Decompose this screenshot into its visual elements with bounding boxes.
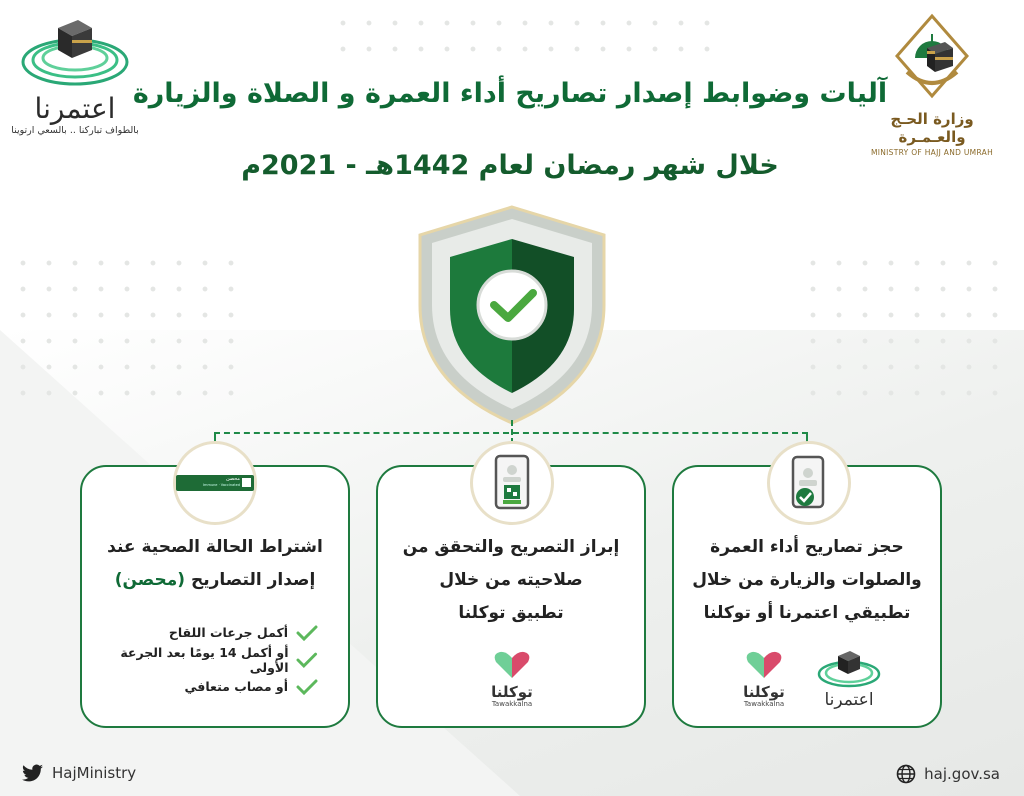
dot-pattern-left [10,250,240,400]
qr-code-icon [242,478,251,487]
tawakkalna-name-ar: توكلنا [491,683,533,701]
checklist-item [82,619,318,646]
shield-icon [412,205,612,425]
checklist-text: أو مصاب متعافي [184,679,288,694]
card-booking-line: والصلوات والزيارة من خلال [692,570,922,590]
check-icon [296,625,318,641]
eatmarna-name: اعتمرنا [34,92,116,125]
tawakkalna-name-ar: توكلنا [743,683,785,701]
health-checklist [82,619,318,700]
ministry-name-ar: وزارة الحـج والعـمـرة [890,110,974,146]
card-health-text [96,531,334,597]
twitter-link[interactable] [22,764,136,782]
eatmarna-kaaba-icon [20,10,130,90]
twitter-handle: HajMinistry [52,764,137,782]
status-card-sub: Immune · Vaccinated [203,483,240,487]
phone-check-icon [767,441,851,525]
tawakkalna-heart-icon [492,650,532,680]
dot-pattern-right [800,250,1010,400]
website-url: haj.gov.sa [924,765,1000,783]
tawakkalna-heart-icon [744,650,784,680]
status-card-label: محصن [225,476,240,482]
eatmarna-small-logo [816,646,882,710]
page-title: آليات وضوابط إصدار تصاريح أداء العمرة و الصلاة والزيارة [132,78,888,109]
checklist-text: أكمل جرعات اللقاح [168,625,288,640]
check-icon [296,652,318,668]
eatmarna-small-icon [816,646,882,688]
page-subtitle: خلال شهر رمضان لعام 1442هـ - 2021م [241,150,779,181]
eatmarna-logo [10,10,140,136]
card-health-highlight: (محصن) [114,570,186,590]
card-booking-line: حجز تصاريح أداء العمرة [710,537,904,557]
tawakkalna-logo [734,650,794,708]
twitter-icon [22,764,44,782]
tawakkalna-name-en: Tawakkalna [743,700,785,708]
card-permit-line: تطبيق توكلنا [458,603,564,623]
card-health-line [96,564,334,597]
checklist-item [82,646,318,673]
checklist-text: أو أكمل 14 يومًا بعد الجرعة الأولى [120,644,289,675]
eatmarna-small-name: اعتمرنا [824,690,874,710]
kaaba-emblem-icon [887,12,977,102]
eatmarna-slogan: بالطواف تباركنا .. بالسعي ارتوينا [11,125,139,136]
card-booking-text [688,531,926,630]
check-icon [296,679,318,695]
card-booking-line: تطبيقي اعتمرنا أو توكلنا [703,603,911,623]
card-health-line: اشتراط الحالة الصحية عند [107,537,323,557]
health-status-card-icon [173,441,257,525]
card-permit-line: إبراز التصريح والتحقق من [402,537,620,557]
phone-qr-icon [470,441,554,525]
ministry-name-en: MINISTRY OF HAJJ AND UMRAH [870,148,994,157]
card-permit-line: صلاحيته من خلال [439,570,583,590]
website-link[interactable] [896,764,1000,784]
tawakkalna-logo [482,650,542,708]
card-health-line-pre: إصدار التصاريح [185,570,316,590]
card-permit-text [392,531,630,630]
dot-pattern-top [330,10,710,70]
checklist-item [82,673,318,700]
globe-icon [896,764,916,784]
status-card-badge [176,475,254,491]
tawakkalna-name-en: Tawakkalna [491,700,533,708]
